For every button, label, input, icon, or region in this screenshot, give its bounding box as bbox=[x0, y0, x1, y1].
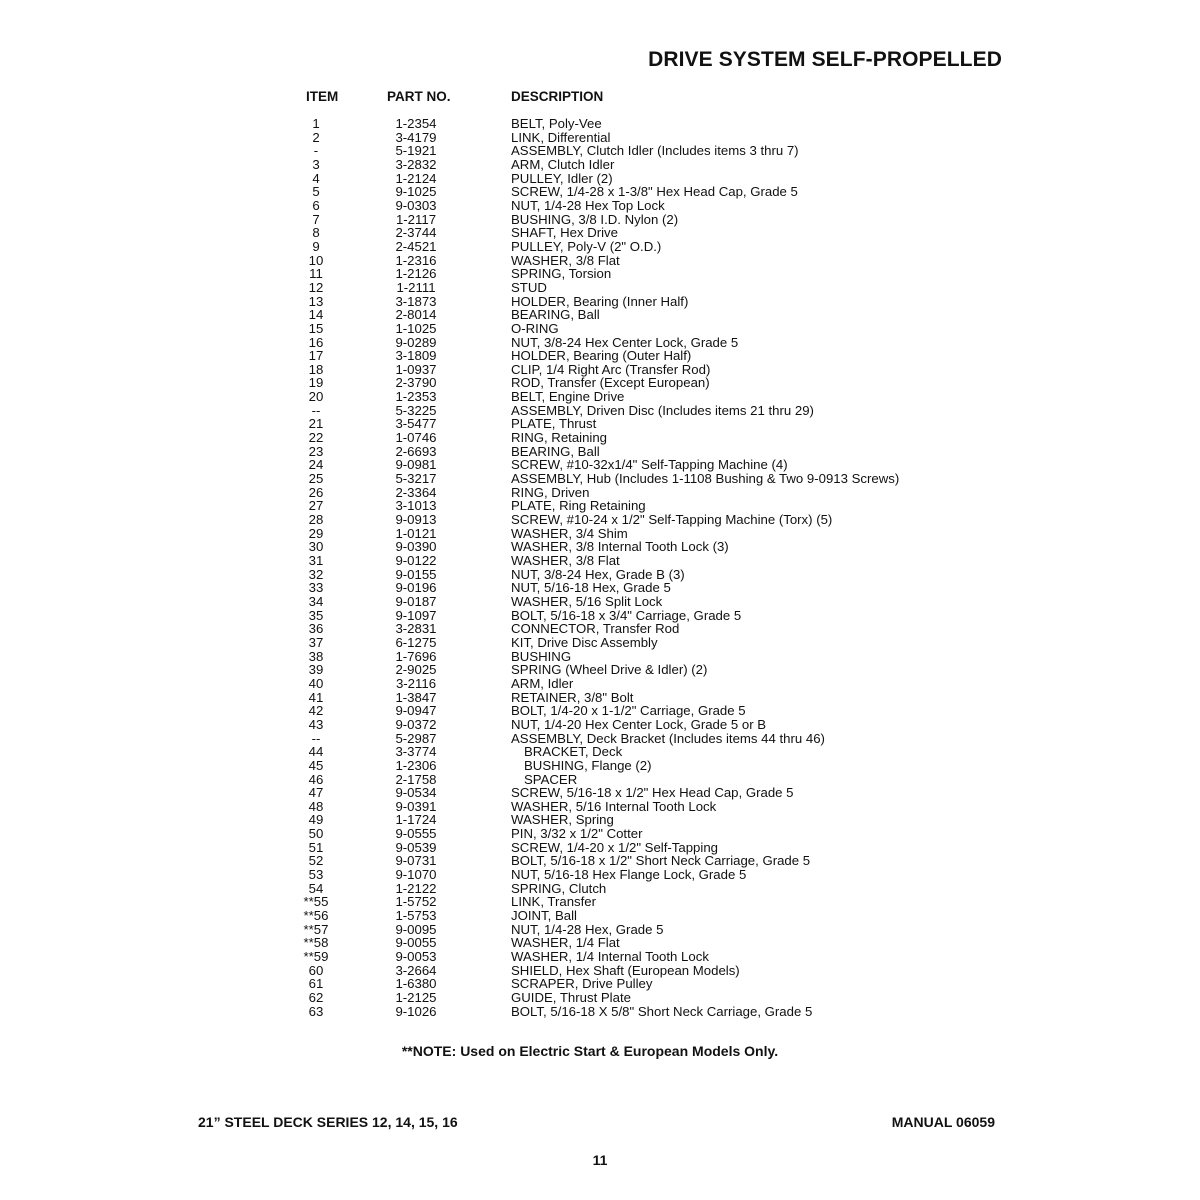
part-description: BOLT, 5/16-18 x 1/2" Short Neck Carriage, Grade 5 bbox=[511, 853, 811, 869]
part-number: 9-0539 bbox=[395, 839, 437, 855]
parts-row bbox=[0, 254, 1200, 268]
part-description: WASHER, 3/8 Internal Tooth Lock (3) bbox=[511, 539, 729, 555]
parts-row bbox=[0, 513, 1200, 527]
parts-row bbox=[0, 977, 1200, 991]
part-number: 5-2987 bbox=[395, 730, 437, 746]
parts-row bbox=[0, 854, 1200, 868]
part-description: ASSEMBLY, Hub (Includes 1-1108 Bushing & Two 9-0913 Screws) bbox=[511, 471, 900, 487]
part-number: 9-1025 bbox=[395, 184, 437, 200]
part-number: 1-2316 bbox=[395, 252, 437, 268]
parts-row bbox=[0, 773, 1200, 787]
part-number: 9-0155 bbox=[395, 566, 437, 582]
part-description: RING, Driven bbox=[511, 484, 590, 500]
part-description: O-RING bbox=[511, 320, 559, 336]
footer-manual-number: MANUAL 06059 bbox=[891, 1114, 995, 1130]
parts-row bbox=[0, 295, 1200, 309]
part-description: SHAFT, Hex Drive bbox=[511, 225, 618, 241]
part-number: 5-3217 bbox=[395, 471, 437, 487]
part-number: 3-2116 bbox=[395, 675, 437, 691]
part-description: LINK, Differential bbox=[511, 129, 611, 145]
part-description: PLATE, Thrust bbox=[511, 416, 597, 432]
part-description: NUT, 1/4-28 Hex Top Lock bbox=[511, 197, 665, 213]
parts-row bbox=[0, 131, 1200, 145]
part-description: BELT, Engine Drive bbox=[511, 389, 625, 405]
part-description: NUT, 1/4-28 Hex, Grade 5 bbox=[511, 921, 664, 937]
description-column-header: DESCRIPTION bbox=[511, 89, 604, 104]
part-description: PULLEY, Idler (2) bbox=[511, 170, 613, 186]
parts-row bbox=[0, 991, 1200, 1005]
item-number: 12 bbox=[308, 279, 324, 295]
parts-row bbox=[0, 458, 1200, 472]
part-description: BUSHING, 3/8 I.D. Nylon (2) bbox=[511, 211, 679, 227]
parts-row bbox=[0, 882, 1200, 896]
item-number: 9 bbox=[312, 238, 320, 254]
part-description: RING, Retaining bbox=[511, 430, 608, 446]
part-description: PLATE, Ring Retaining bbox=[511, 498, 646, 514]
part-number: 3-2664 bbox=[395, 962, 437, 978]
item-number: 24 bbox=[308, 457, 324, 473]
item-number: 8 bbox=[312, 225, 320, 241]
part-number: 9-0981 bbox=[395, 457, 437, 473]
parts-row bbox=[0, 308, 1200, 322]
part-description: NUT, 3/8-24 Hex Center Lock, Grade 5 bbox=[511, 334, 739, 350]
part-number: 1-0937 bbox=[395, 361, 437, 377]
part-description: SPRING, Torsion bbox=[511, 266, 612, 282]
part-number: 2-3790 bbox=[395, 375, 437, 391]
part-description: BEARING, Ball bbox=[511, 443, 600, 459]
parts-row bbox=[0, 267, 1200, 281]
part-number: 9-0391 bbox=[395, 798, 437, 814]
item-number: 50 bbox=[308, 826, 324, 842]
part-number: 1-0121 bbox=[395, 525, 437, 541]
page-number: 11 bbox=[592, 1152, 608, 1168]
item-number: 28 bbox=[308, 512, 324, 528]
parts-row bbox=[0, 909, 1200, 923]
parts-row bbox=[0, 950, 1200, 964]
part-description: WASHER, 1/4 Internal Tooth Lock bbox=[511, 949, 709, 965]
parts-row bbox=[0, 745, 1200, 759]
parts-row bbox=[0, 704, 1200, 718]
item-number: 1 bbox=[312, 116, 320, 131]
part-description: LINK, Transfer bbox=[511, 894, 597, 910]
part-number: 3-3774 bbox=[395, 744, 437, 760]
item-number: -- bbox=[311, 730, 321, 746]
part-description: BUSHING bbox=[511, 648, 572, 664]
item-number: 63 bbox=[308, 1003, 324, 1019]
part-description: HOLDER, Bearing (Outer Half) bbox=[511, 348, 692, 364]
parts-row bbox=[0, 199, 1200, 213]
item-number: 5 bbox=[312, 184, 320, 200]
parts-row bbox=[0, 800, 1200, 814]
part-description: ASSEMBLY, Driven Disc (Includes items 21 thru 29) bbox=[511, 402, 814, 418]
part-number: 9-1026 bbox=[395, 1003, 437, 1019]
item-number: 3 bbox=[312, 156, 320, 172]
part-description: PIN, 3/32 x 1/2" Cotter bbox=[511, 826, 643, 842]
part-number: 9-0913 bbox=[395, 512, 437, 528]
part-description: BOLT, 1/4-20 x 1-1/2" Carriage, Grade 5 bbox=[511, 703, 746, 719]
part-description: WASHER, 3/4 Shim bbox=[511, 525, 628, 541]
part-number: 9-0731 bbox=[395, 853, 437, 869]
part-description: JOINT, Ball bbox=[511, 908, 577, 924]
item-number: 37 bbox=[308, 634, 324, 650]
item-number: 18 bbox=[308, 361, 324, 377]
parts-row bbox=[0, 732, 1200, 746]
part-description: SCREW, #10-32x1/4" Self-Tapping Machine (4) bbox=[511, 457, 788, 473]
item-number: 60 bbox=[308, 962, 324, 978]
item-number: 62 bbox=[308, 990, 324, 1005]
item-number: 44 bbox=[308, 744, 324, 760]
item-number: 22 bbox=[308, 430, 324, 446]
item-number: **57 bbox=[303, 921, 329, 937]
part-number: 9-0055 bbox=[395, 935, 437, 951]
part-description: SHIELD, Hex Shaft (European Models) bbox=[511, 962, 740, 978]
part-number: 9-0122 bbox=[395, 553, 437, 568]
part-number: 9-0390 bbox=[395, 539, 437, 555]
part-number: 3-1809 bbox=[395, 348, 437, 364]
part-number: 2-3744 bbox=[395, 225, 437, 241]
part-description: SPRING (Wheel Drive & Idler) (2) bbox=[511, 662, 708, 678]
item-number: 25 bbox=[308, 471, 324, 487]
item-number: 39 bbox=[308, 662, 324, 678]
part-description: WASHER, 5/16 Split Lock bbox=[511, 593, 663, 609]
part-description: SCRAPER, Drive Pulley bbox=[511, 976, 653, 992]
parts-row bbox=[0, 964, 1200, 978]
item-number: 6 bbox=[312, 197, 320, 213]
parts-row bbox=[0, 417, 1200, 431]
part-description: SPACER bbox=[524, 771, 578, 787]
parts-row bbox=[0, 185, 1200, 199]
part-description: BRACKET, Deck bbox=[524, 744, 623, 760]
part-number: 1-2126 bbox=[395, 266, 437, 282]
item-number: 30 bbox=[308, 539, 324, 555]
item-number: 43 bbox=[308, 716, 324, 732]
part-description: NUT, 1/4-20 Hex Center Lock, Grade 5 or B bbox=[511, 716, 767, 732]
item-number: -- bbox=[311, 402, 321, 418]
parts-row bbox=[0, 622, 1200, 636]
parts-row bbox=[0, 376, 1200, 390]
parts-row bbox=[0, 663, 1200, 677]
part-number: 1-0746 bbox=[395, 430, 437, 446]
item-number: 31 bbox=[308, 553, 324, 568]
part-number: 1-2111 bbox=[396, 279, 436, 295]
parts-row bbox=[0, 554, 1200, 568]
part-description: WASHER, 3/8 Flat bbox=[511, 252, 620, 268]
part-number: 9-0053 bbox=[395, 949, 437, 965]
part-description: SCREW, 1/4-28 x 1-3/8" Hex Head Cap, Grade 5 bbox=[511, 184, 798, 200]
part-description: BOLT, 5/16-18 X 5/8" Short Neck Carriage, Grade 5 bbox=[511, 1003, 813, 1019]
part-number: 1-6380 bbox=[395, 976, 437, 992]
part-number: 1-2125 bbox=[395, 990, 437, 1005]
part-number: 2-4521 bbox=[395, 238, 437, 254]
parts-row bbox=[0, 158, 1200, 172]
part-number: 6-1275 bbox=[395, 634, 437, 650]
part-description: NUT, 5/16-18 Hex, Grade 5 bbox=[511, 580, 671, 596]
item-number: 61 bbox=[308, 976, 324, 992]
parts-row bbox=[0, 581, 1200, 595]
item-number: 46 bbox=[308, 771, 324, 787]
item-number: 27 bbox=[308, 498, 324, 514]
parts-row bbox=[0, 172, 1200, 186]
part-description: WASHER, 5/16 Internal Tooth Lock bbox=[511, 798, 717, 814]
parts-row bbox=[0, 540, 1200, 554]
item-number: 34 bbox=[308, 593, 324, 609]
part-number: 1-1724 bbox=[395, 812, 437, 828]
part-number: 9-1097 bbox=[395, 607, 437, 623]
item-number: 47 bbox=[308, 785, 324, 801]
parts-row bbox=[0, 677, 1200, 691]
part-number: 3-4179 bbox=[395, 129, 437, 145]
part-number: 1-3847 bbox=[395, 689, 437, 705]
part-description: HOLDER, Bearing (Inner Half) bbox=[511, 293, 689, 309]
item-number: 16 bbox=[308, 334, 324, 350]
part-number: 1-2124 bbox=[395, 170, 437, 186]
part-number: 9-0555 bbox=[395, 826, 437, 842]
item-number: 33 bbox=[308, 580, 324, 596]
item-number: 51 bbox=[308, 839, 324, 855]
part-number: 2-1758 bbox=[395, 771, 437, 787]
part-description: STUD bbox=[511, 279, 547, 295]
parts-row bbox=[0, 226, 1200, 240]
item-number: **56 bbox=[303, 908, 329, 924]
item-number: 41 bbox=[308, 689, 324, 705]
parts-row bbox=[0, 636, 1200, 650]
item-number: 14 bbox=[308, 307, 324, 323]
part-number: 9-0187 bbox=[395, 593, 437, 609]
parts-row bbox=[0, 759, 1200, 773]
part-number: 2-3364 bbox=[395, 484, 437, 500]
item-number: 26 bbox=[308, 484, 324, 500]
part-number: 2-9025 bbox=[395, 662, 437, 678]
part-number: 9-0289 bbox=[395, 334, 437, 350]
page-title: DRIVE SYSTEM SELF-PROPELLED bbox=[648, 48, 1002, 71]
item-number: 2 bbox=[312, 129, 320, 145]
item-number: 21 bbox=[308, 416, 324, 432]
parts-row bbox=[0, 363, 1200, 377]
note-text: **NOTE: Used on Electric Start & European Models Only. bbox=[401, 1043, 779, 1059]
item-number: 13 bbox=[308, 293, 324, 309]
part-description: ROD, Transfer (Except European) bbox=[511, 375, 710, 391]
item-number: 54 bbox=[308, 880, 324, 896]
parts-row bbox=[0, 431, 1200, 445]
part-description: CONNECTOR, Transfer Rod bbox=[511, 621, 680, 637]
part-description: PULLEY, Poly-V (2" O.D.) bbox=[511, 238, 662, 254]
item-number: - bbox=[313, 143, 319, 159]
parts-row bbox=[0, 336, 1200, 350]
part-number: 1-5752 bbox=[395, 894, 437, 910]
part-description: BELT, Poly-Vee bbox=[511, 116, 602, 131]
part-number: 1-2354 bbox=[395, 116, 437, 131]
part-number: 9-0095 bbox=[395, 921, 437, 937]
parts-row bbox=[0, 650, 1200, 664]
item-number: 11 bbox=[309, 266, 323, 282]
parts-row bbox=[0, 499, 1200, 513]
item-number: 10 bbox=[308, 252, 324, 268]
item-number: **55 bbox=[303, 894, 329, 910]
item-number: 53 bbox=[308, 867, 324, 883]
parts-row bbox=[0, 349, 1200, 363]
parts-row bbox=[0, 404, 1200, 418]
footer-series: 21” STEEL DECK SERIES 12, 14, 15, 16 bbox=[198, 1114, 458, 1130]
part-no-column-header: PART NO. bbox=[387, 89, 451, 104]
part-number: 3-5477 bbox=[395, 416, 437, 432]
part-number: 3-1013 bbox=[395, 498, 437, 514]
part-description: BOLT, 5/16-18 x 3/4" Carriage, Grade 5 bbox=[511, 607, 742, 623]
part-number: 2-8014 bbox=[395, 307, 437, 323]
part-number: 9-0947 bbox=[395, 703, 437, 719]
item-number: 35 bbox=[308, 607, 324, 623]
item-number: 19 bbox=[308, 375, 324, 391]
part-number: 9-0372 bbox=[395, 716, 437, 732]
parts-row bbox=[0, 595, 1200, 609]
parts-row bbox=[0, 923, 1200, 937]
part-number: 1-2122 bbox=[395, 880, 437, 896]
parts-row bbox=[0, 841, 1200, 855]
item-number: **58 bbox=[303, 935, 329, 951]
part-number: 2-6693 bbox=[395, 443, 437, 459]
parts-row bbox=[0, 213, 1200, 227]
part-number: 1-5753 bbox=[395, 908, 437, 924]
parts-row bbox=[0, 895, 1200, 909]
part-description: NUT, 5/16-18 Hex Flange Lock, Grade 5 bbox=[511, 867, 747, 883]
part-description: WASHER, Spring bbox=[511, 812, 614, 828]
parts-row bbox=[0, 240, 1200, 254]
item-number: 49 bbox=[308, 812, 324, 828]
item-number: 20 bbox=[308, 389, 324, 405]
parts-row bbox=[0, 868, 1200, 882]
part-description: CLIP, 1/4 Right Arc (Transfer Rod) bbox=[511, 361, 711, 377]
parts-list bbox=[0, 117, 1200, 1018]
part-number: 3-2831 bbox=[395, 621, 437, 637]
parts-row bbox=[0, 117, 1200, 131]
item-number: 36 bbox=[308, 621, 324, 637]
part-description: KIT, Drive Disc Assembly bbox=[511, 634, 658, 650]
item-number: 52 bbox=[308, 853, 324, 869]
part-number: 1-2306 bbox=[395, 757, 437, 773]
item-number: 48 bbox=[308, 798, 324, 814]
parts-row bbox=[0, 786, 1200, 800]
item-number: 17 bbox=[308, 348, 324, 364]
part-description: GUIDE, Thrust Plate bbox=[511, 990, 631, 1005]
part-description: SCREW, 1/4-20 x 1/2" Self-Tapping bbox=[511, 839, 718, 855]
parts-row bbox=[0, 527, 1200, 541]
parts-row bbox=[0, 568, 1200, 582]
part-number: 9-0303 bbox=[395, 197, 437, 213]
part-number: 1-1025 bbox=[395, 320, 437, 336]
parts-row bbox=[0, 390, 1200, 404]
parts-row bbox=[0, 144, 1200, 158]
part-description: WASHER, 1/4 Flat bbox=[511, 935, 620, 951]
part-description: SCREW, 5/16-18 x 1/2" Hex Head Cap, Grade 5 bbox=[511, 785, 794, 801]
item-number: 4 bbox=[312, 170, 320, 186]
part-description: ARM, Idler bbox=[511, 675, 574, 691]
part-description: ASSEMBLY, Deck Bracket (Includes items 44 thru 46) bbox=[511, 730, 825, 746]
parts-row bbox=[0, 609, 1200, 623]
part-number: 9-1070 bbox=[395, 867, 437, 883]
part-number: 5-3225 bbox=[395, 402, 437, 418]
item-number: **59 bbox=[303, 949, 329, 965]
part-description: BEARING, Ball bbox=[511, 307, 600, 323]
part-number: 1-2353 bbox=[395, 389, 437, 405]
item-number: 23 bbox=[308, 443, 324, 459]
item-number: 38 bbox=[308, 648, 324, 664]
parts-row bbox=[0, 1005, 1200, 1019]
part-description: ARM, Clutch Idler bbox=[511, 156, 615, 172]
part-description: NUT, 3/8-24 Hex, Grade B (3) bbox=[511, 566, 685, 582]
part-number: 5-1921 bbox=[395, 143, 437, 159]
part-description: WASHER, 3/8 Flat bbox=[511, 553, 620, 568]
parts-row bbox=[0, 486, 1200, 500]
parts-row bbox=[0, 813, 1200, 827]
part-description: SCREW, #10-24 x 1/2" Self-Tapping Machine (Torx) (5) bbox=[511, 512, 833, 528]
part-description: RETAINER, 3/8" Bolt bbox=[511, 689, 634, 705]
parts-row bbox=[0, 691, 1200, 705]
part-description: SPRING, Clutch bbox=[511, 880, 607, 896]
parts-row bbox=[0, 718, 1200, 732]
parts-row bbox=[0, 472, 1200, 486]
parts-row bbox=[0, 322, 1200, 336]
part-description: ASSEMBLY, Clutch Idler (Includes items 3 thru 7) bbox=[511, 143, 799, 159]
parts-row bbox=[0, 445, 1200, 459]
item-number: 32 bbox=[308, 566, 324, 582]
item-number: 40 bbox=[308, 675, 324, 691]
part-number: 9-0196 bbox=[395, 580, 437, 596]
part-number: 3-2832 bbox=[395, 156, 437, 172]
part-number: 3-1873 bbox=[395, 293, 437, 309]
part-number: 9-0534 bbox=[395, 785, 437, 801]
part-number: 1-2117 bbox=[395, 211, 437, 227]
part-description: BUSHING, Flange (2) bbox=[524, 757, 652, 773]
parts-row bbox=[0, 281, 1200, 295]
item-number: 45 bbox=[308, 757, 324, 773]
parts-row bbox=[0, 936, 1200, 950]
parts-row bbox=[0, 827, 1200, 841]
item-number: 29 bbox=[308, 525, 324, 541]
item-number: 7 bbox=[312, 211, 320, 227]
item-number: 42 bbox=[308, 703, 324, 719]
item-number: 15 bbox=[308, 320, 324, 336]
part-number: 1-7696 bbox=[395, 648, 437, 664]
item-column-header: ITEM bbox=[306, 89, 339, 104]
